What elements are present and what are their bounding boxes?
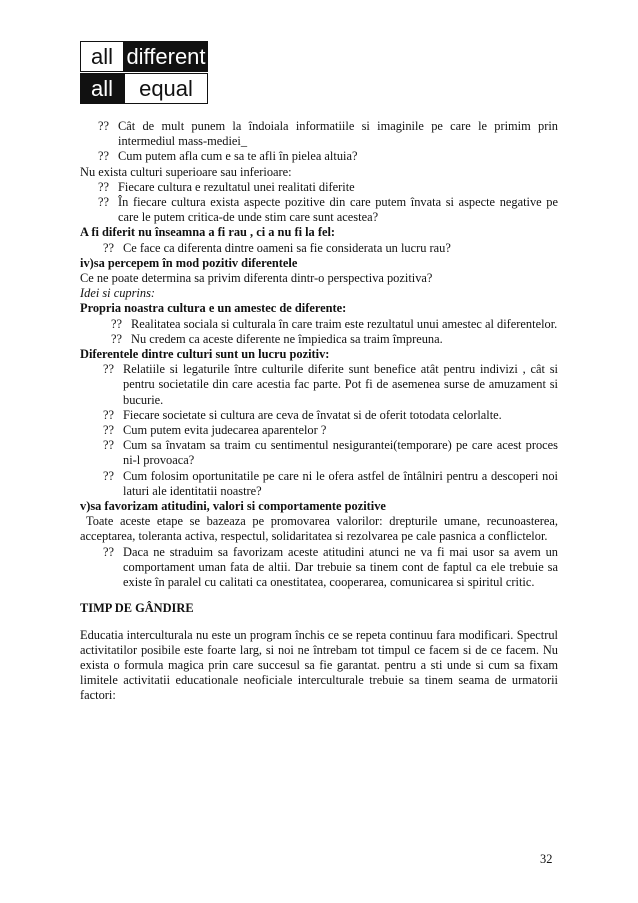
logo-bottom-right: equal [124,73,208,104]
bullet-text: Realitatea sociala si culturala în care traim este rezultatul unui amestec al diferentelor. [131,316,558,331]
bullet-item [80,545,558,591]
bullet-text: Cât de mult punem la îndoiala informatiile si imaginile pe care le primim prin intermediul mass-mediei_ [118,119,558,149]
bullet-item [80,149,558,164]
bullet-marker: ?? [111,316,122,331]
section-heading: Propria noastra cultura e un amestec de diferente: [80,301,347,316]
bullet-item [80,423,558,438]
bullet-text: Cum putem afla cum e sa te afli în pielea altuia? [118,149,358,164]
bullet-marker: ?? [103,407,114,422]
bullet-marker: ?? [98,195,109,210]
bullet-marker: ?? [103,362,114,377]
logo-top-right: different [124,41,208,72]
bullet-text: Fiecare societate si cultura are ceva de învatat si de oferit totodata celorlalte. [123,407,502,422]
bullet-text: În fiecare cultura exista aspecte pozitive din care putem învata si aspecte negative pe care le putem critica-de unde stim care sunt acestea? [118,195,558,225]
bullet-item [80,180,558,195]
section-heading: A fi diferit nu înseamna a fi rau , ci a nu fi la fel: [80,225,336,240]
bullet-marker: ?? [98,179,109,194]
bullet-item [80,317,558,332]
bullet-text: Nu credem ca aceste diferente ne împiedica sa traim împreuna. [131,331,443,346]
logo-bottom-left: all [80,73,124,104]
section-heading: v)sa favorizam atitudini, valori si comportamente pozitive [80,499,386,514]
bullet-item [80,241,558,256]
bullet-item [80,119,558,149]
bullet-marker: ?? [98,149,109,164]
paragraph: Toate aceste etape se bazeaza pe promovarea valorilor: drepturile umane, recunoasterea, acceptarea, toleranta activa, respectul, solidaritatea si rezolvarea pe cale pasnica a conflictelor. [80,514,558,544]
section-heading: iv)sa percepem în mod pozitiv diferentele [80,255,298,270]
bullet-text: Relatiile si legaturile între culturile diferite sunt benefice atât pentru indivizi , cât si pentru societatile din care acestia fac parte. Pot fi de asemenea surse de amuzament si bucurie. [123,362,558,407]
bullet-item [80,362,558,408]
bullet-marker: ?? [103,468,114,483]
logo-top-left: all [80,41,124,72]
bullet-marker: ?? [103,423,114,438]
bullet-marker: ?? [103,438,114,453]
paragraph-italic: Idei si cuprins: [80,286,156,301]
bullet-text: Daca ne straduim sa favorizam aceste atitudini atunci ne va fi mai usor sa avem un comportament uman fata de altii. Dar trebuie sa tinem cont de faptul ca ele trebuie sa existe în paralel cu calitati ca onestitatea, cooperarea, comunicarea si spiritul critic. [123,544,558,590]
logo [80,41,208,105]
bullet-text: Ce face ca diferenta dintre oameni sa fie considerata un lucru rau? [123,240,451,255]
bullet-text: Cum folosim oportunitatile pe care ni le ofera astfel de întâlniri pentru a descoperi noi laturi ale identitatii noastre? [123,468,558,498]
bullet-marker: ?? [103,544,114,559]
bullet-item [80,438,558,468]
paragraph: Nu exista culturi superioare sau inferioare: [80,164,292,179]
bullet-text: Cum putem evita judecarea aparentelor ? [123,423,327,438]
bullet-item [80,408,558,423]
paragraph: Ce ne poate determina sa privim diferenta dintr-o perspectiva pozitiva? [80,271,433,286]
bullet-item [80,469,558,499]
bullet-text: Cum sa învatam sa traim cu sentimentul nesigurantei(temporare) pe care acest proces ni-l provoaca? [123,438,558,468]
section-heading: Diferentele dintre culturi sunt un lucru pozitiv: [80,347,330,362]
page-number: 32 [540,852,553,866]
paragraph: Educatia interculturala nu este un program închis ce se repeta continuu fara modificari. Spectrul activitatilor posibile este foarte larg, si noi ne întrebam tot timpul ce facem si de ce facem. Nu exista o formula magica prin care succesul sa fie garantat. pentru a sti unde si cum sa fixam limitele activitatii educationale neoficiale interculturale trebuie sa tinem seama de urmatorii factori: [80,627,558,703]
bullet-item [80,332,558,347]
bullet-marker: ?? [103,240,114,255]
document-body [80,119,558,704]
bullet-marker: ?? [98,119,109,133]
section-heading: TIMP DE GÂNDIRE [80,601,194,616]
bullet-text: Fiecare cultura e rezultatul unei realitati diferite [118,179,355,194]
bullet-item [80,195,558,225]
bullet-marker: ?? [111,331,122,346]
